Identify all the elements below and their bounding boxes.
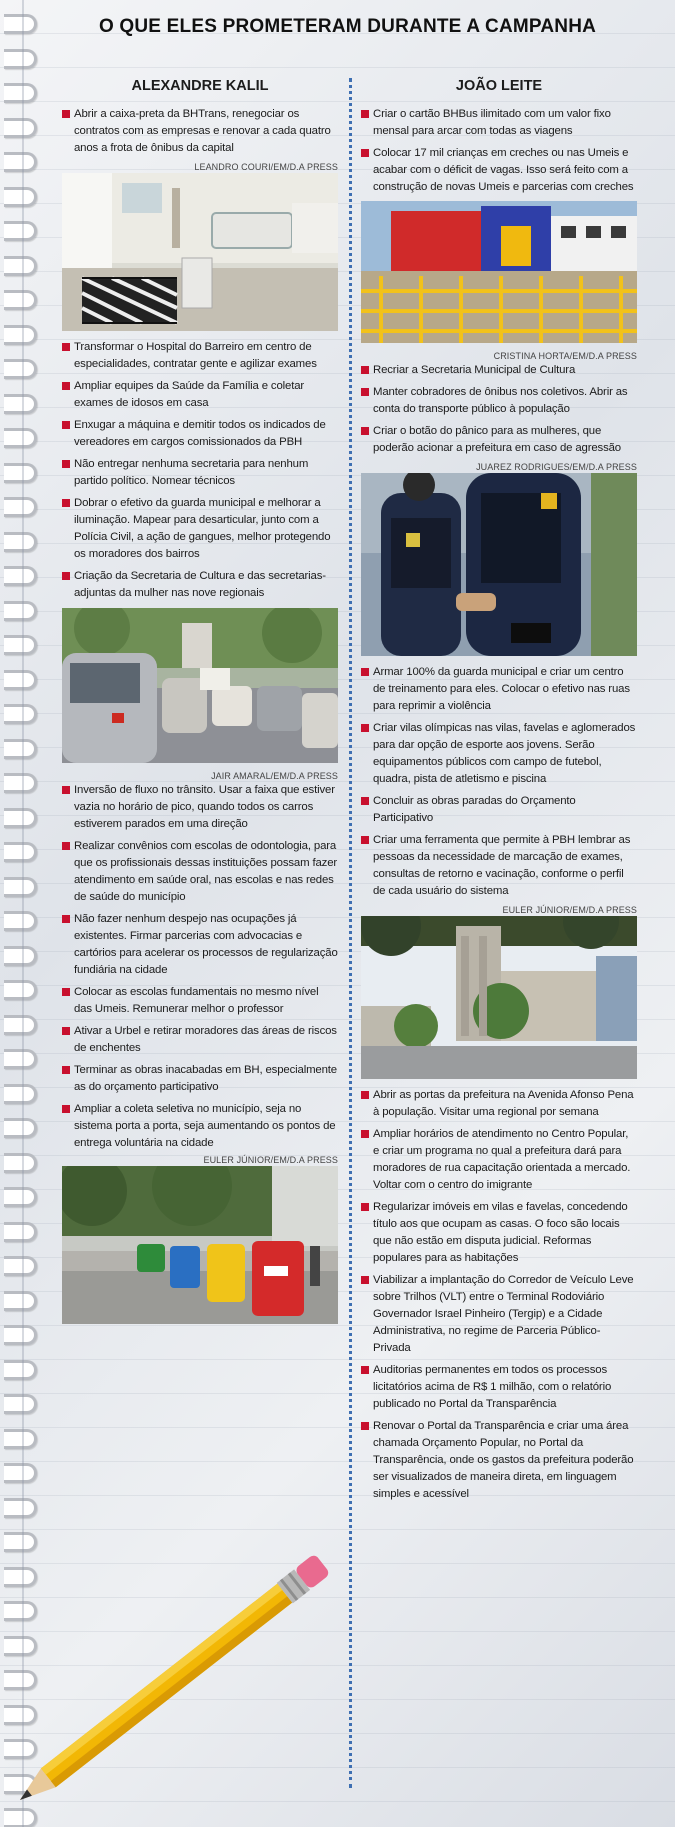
spiral-ring [4,1256,37,1276]
promise-item [361,1126,637,1194]
bullet-square-icon [62,382,70,390]
spiral-ring [4,980,37,1000]
bullet-square-icon [361,1091,369,1099]
photo-credit: EULER JÚNIOR/EM/D.A PRESS [203,1155,338,1165]
bullet-square-icon [62,1027,70,1035]
bullet-square-icon [361,1276,369,1284]
spiral-ring [4,911,37,931]
bullet-square-icon [361,724,369,732]
promise-text: Manter cobradores de ônibus nos coletivos. Abrir as conta do transporte público à população [373,386,628,415]
photo-school-construction [361,201,637,343]
spiral-ring [4,394,37,414]
page-title: O QUE ELES PROMETERAM DURANTE A CAMPANHA [98,16,597,37]
spiral-ring [4,1774,37,1794]
spiral-ring [4,1325,37,1345]
promise-text: Abrir as portas da prefeitura na Avenida Afonso Pena à população. Visitar uma regional por semana [373,1089,634,1118]
promise-item [361,1087,637,1121]
spiral-ring [4,877,37,897]
photo-hospital-room [62,173,338,331]
promise-text: Concluir as obras paradas do Orçamento Participativo [373,795,576,824]
spiral-ring [4,1429,37,1449]
bullet-square-icon [361,1366,369,1374]
promise-list-right-4 [361,1087,637,1503]
promise-item [361,384,637,418]
spiral-ring [4,1636,37,1656]
promise-text: Auditorias permanentes em todos os processos licitatórios acima de R$ 1 milhão, com o relatório publicado no Portal da Transparência [373,1364,612,1410]
bullet-square-icon [62,499,70,507]
spiral-ring [4,1670,37,1690]
promise-text: Armar 100% da guarda municipal e criar um centro de treinamento para eles. Colocar o efetivo nas ruas para reprimir a violência [373,666,630,712]
spiral-ring [4,773,37,793]
bullet-square-icon [361,427,369,435]
spiral-ring [4,1015,37,1035]
promise-item [62,1023,338,1057]
spiral-ring [4,1360,37,1380]
promise-item [361,664,637,715]
promise-item [62,106,338,157]
promise-text: Realizar convênios com escolas de odontologia, para que os profissionais dessas instituições possam fazer atendimento em saúde oral, nas escolas e nas redes de saúde do município [74,840,338,903]
spiral-ring [4,221,37,241]
photo-credit: JAIR AMARAL/EM/D.A PRESS [211,771,338,781]
bullet-square-icon [361,388,369,396]
spiral-binding [0,0,30,1827]
promise-item [361,793,637,827]
promise-item [62,339,338,373]
promise-item [361,720,637,788]
spiral-ring [4,49,37,69]
promise-item [361,832,637,900]
promise-item [62,911,338,979]
promise-item [62,568,338,602]
bullet-square-icon [361,366,369,374]
promise-item [62,378,338,412]
photo-traffic [62,608,338,763]
bullet-square-icon [62,1066,70,1074]
promise-item [62,984,338,1018]
promise-text: Abrir a caixa-preta da BHTrans, renegociar os contratos com as empresas e renovar a cada quatro anos a frota de ônibus da capital [74,108,331,154]
promise-text: Criação da Secretaria de Cultura e das secretarias-adjuntas da mulher nas nove regionais [74,570,326,599]
promise-text: Criar uma ferramenta que permite à PBH lembrar as pessoas da necessidade de marcação de exames, consultas de retorno e vacinação, conforme o perfil de cada usuário do sistema [373,834,631,897]
promise-text: Ampliar equipes da Saúde da Família e coletar exames de idosos em casa [74,380,305,409]
paper-edge [22,0,24,1827]
promise-item [361,1199,637,1267]
spiral-ring [4,532,37,552]
promise-text: Criar o botão do pânico para as mulheres, que poderão acionar a prefeitura em caso de agressão [373,425,621,454]
promise-item [62,495,338,563]
spiral-ring [4,1049,37,1069]
spiral-ring [4,1222,37,1242]
bullet-square-icon [361,1203,369,1211]
promise-item [361,145,637,196]
spiral-ring [4,601,37,621]
candidate-name-left: ALEXANDRE KALIL [131,78,269,94]
spiral-ring [4,152,37,172]
promise-text: Viabilizar a implantação do Corredor de Veículo Leve sobre Trilhos (VLT) entre o Terminal Rodoviário Governador Israel Pinheiro (Tergip) e a Cidade Administrativa, no regime de Parceria Público-Privada [373,1274,634,1354]
bullet-square-icon [361,1130,369,1138]
spiral-ring [4,1567,37,1587]
promise-item [361,362,637,379]
bullet-square-icon [361,797,369,805]
promise-text: Renovar o Portal da Transparência e criar uma área chamada Orçamento Popular, no Portal da Transparência, onde os gastos da prefeitura poderão ser visualizados de maneira direta, em linguagem simples e acessível [373,1420,634,1500]
spiral-ring [4,1084,37,1104]
spiral-ring [4,1394,37,1414]
promise-item [361,1362,637,1413]
spiral-ring [4,1601,37,1621]
spiral-ring [4,463,37,483]
spiral-ring [4,325,37,345]
promise-text: Enxugar a máquina e demitir todos os indicados de vereadores em cargos comissionados da PBH [74,419,326,448]
column-divider [349,78,352,1788]
promise-text: Ampliar a coleta seletiva no município, seja no sistema porta a porta, seja aumentando os pontos de entrega voluntária na cidade [74,1103,336,1149]
bullet-square-icon [62,988,70,996]
promise-list-right-1 [361,106,637,196]
photo-recycling-bins [62,1166,338,1324]
spiral-ring [4,1291,37,1311]
photo-credit: CRISTINA HORTA/EM/D.A PRESS [493,351,637,361]
spiral-ring [4,1187,37,1207]
spiral-ring [4,739,37,759]
spiral-ring [4,1705,37,1725]
promise-list-left-2 [62,339,338,602]
bullet-square-icon [62,572,70,580]
promise-item [62,417,338,451]
spiral-ring [4,1118,37,1138]
promise-text: Colocar as escolas fundamentais no mesmo nível das Umeis. Remunerar melhor o professor [74,986,319,1015]
promise-text: Recriar a Secretaria Municipal de Cultura [373,364,576,376]
promise-text: Inversão de fluxo no trânsito. Usar a faixa que estiver vazia no horário de pico, quando todos os carros estiverem parados em uma direção [74,784,335,830]
bullet-square-icon [361,836,369,844]
photo-city-hall-building [361,916,637,1079]
spiral-ring [4,704,37,724]
spiral-ring [4,187,37,207]
spiral-ring [4,946,37,966]
promise-text: Não fazer nenhum despejo nas ocupações já existentes. Firmar parcerias com advocacias e cartórios para acelerar os processos de regularização fundiária na cidade [74,913,338,976]
spiral-ring [4,1463,37,1483]
spiral-ring [4,428,37,448]
promise-item [62,1062,338,1096]
spiral-ring [4,290,37,310]
photo-municipal-guards [361,473,637,656]
bullet-square-icon [361,1422,369,1430]
column-alexandre-kalil [62,78,338,1332]
promise-text: Criar o cartão BHBus ilimitado com um valor fixo mensal para arcar com todas as viagens [373,108,611,137]
spiral-ring [4,359,37,379]
spiral-ring [4,256,37,276]
spiral-ring [4,1153,37,1173]
promise-item [62,1101,338,1152]
promise-list-right-2 [361,362,637,457]
photo-credit: EULER JÚNIOR/EM/D.A PRESS [502,905,637,915]
column-joao-leite [361,78,637,1508]
promise-item [62,456,338,490]
promise-text: Dobrar o efetivo da guarda municipal e melhorar a iluminação. Mapear para desarticular, junto com a Polícia Civil, a ação de gangues, melhor protegendo os moradores dos bairros [74,497,331,560]
spiral-ring [4,118,37,138]
bullet-square-icon [361,149,369,157]
spiral-ring [4,842,37,862]
promise-item [62,838,338,906]
spiral-ring [4,1739,37,1759]
promise-item [62,782,338,833]
spiral-ring [4,1532,37,1552]
spiral-ring [4,566,37,586]
promise-list-left-1 [62,106,338,157]
spiral-ring [4,635,37,655]
promise-list-right-3 [361,664,637,900]
photo-credit: JUAREZ RODRIGUES/EM/D.A PRESS [476,462,637,472]
spiral-ring [4,83,37,103]
bullet-square-icon [62,1105,70,1113]
bullet-square-icon [62,915,70,923]
promise-item [361,106,637,140]
spiral-ring [4,497,37,517]
bullet-square-icon [361,668,369,676]
promise-text: Não entregar nenhuma secretaria para nenhum partido político. Nomear técnicos [74,458,309,487]
promise-text: Ativar a Urbel e retirar moradores das áreas de riscos de enchentes [74,1025,337,1054]
promise-list-left-3 [62,782,338,1152]
photo-credit: LEANDRO COURI/EM/D.A PRESS [194,162,338,172]
bullet-square-icon [62,786,70,794]
promise-text: Terminar as obras inacabadas em BH, especialmente as do orçamento participativo [74,1064,337,1093]
pencil-illustration [0,1500,380,1820]
bullet-square-icon [62,343,70,351]
bullet-square-icon [62,842,70,850]
promise-item [361,423,637,457]
candidate-name-right: JOÃO LEITE [455,78,543,94]
promise-text: Transformar o Hospital do Barreiro em centro de especialidades, contratar gente e agilizar exames [74,341,317,370]
spiral-ring [4,670,37,690]
bullet-square-icon [62,460,70,468]
promise-item [361,1418,637,1503]
promise-text: Regularizar imóveis em vilas e favelas, concedendo título aos que ocupam as casas. O foco são locais que não estão em disputa judicial. Reformas populares para as habitações [373,1201,628,1264]
spiral-ring [4,1498,37,1518]
promise-item [361,1272,637,1357]
promise-text: Ampliar horários de atendimento no Centro Popular, e criar um programa no qual a prefeitura dará para moradores de rua capacitação orientada a mercado. Voltar com o centro do imigrante [373,1128,631,1191]
bullet-square-icon [62,421,70,429]
spiral-ring [4,1808,37,1827]
promise-text: Criar vilas olímpicas nas vilas, favelas e aglomerados para dar opção de esporte aos jovens. Serão equipamentos públicos com campo de futebol, quadra, pista de atletismo e piscina [373,722,636,785]
bullet-square-icon [361,110,369,118]
spiral-ring [4,808,37,828]
promise-text: Colocar 17 mil crianças em creches ou nas Umeis e acabar com o déficit de vagas. Isso será feito com a construção de novas Umeis e parcerias com creches [373,147,634,193]
bullet-square-icon [62,110,70,118]
